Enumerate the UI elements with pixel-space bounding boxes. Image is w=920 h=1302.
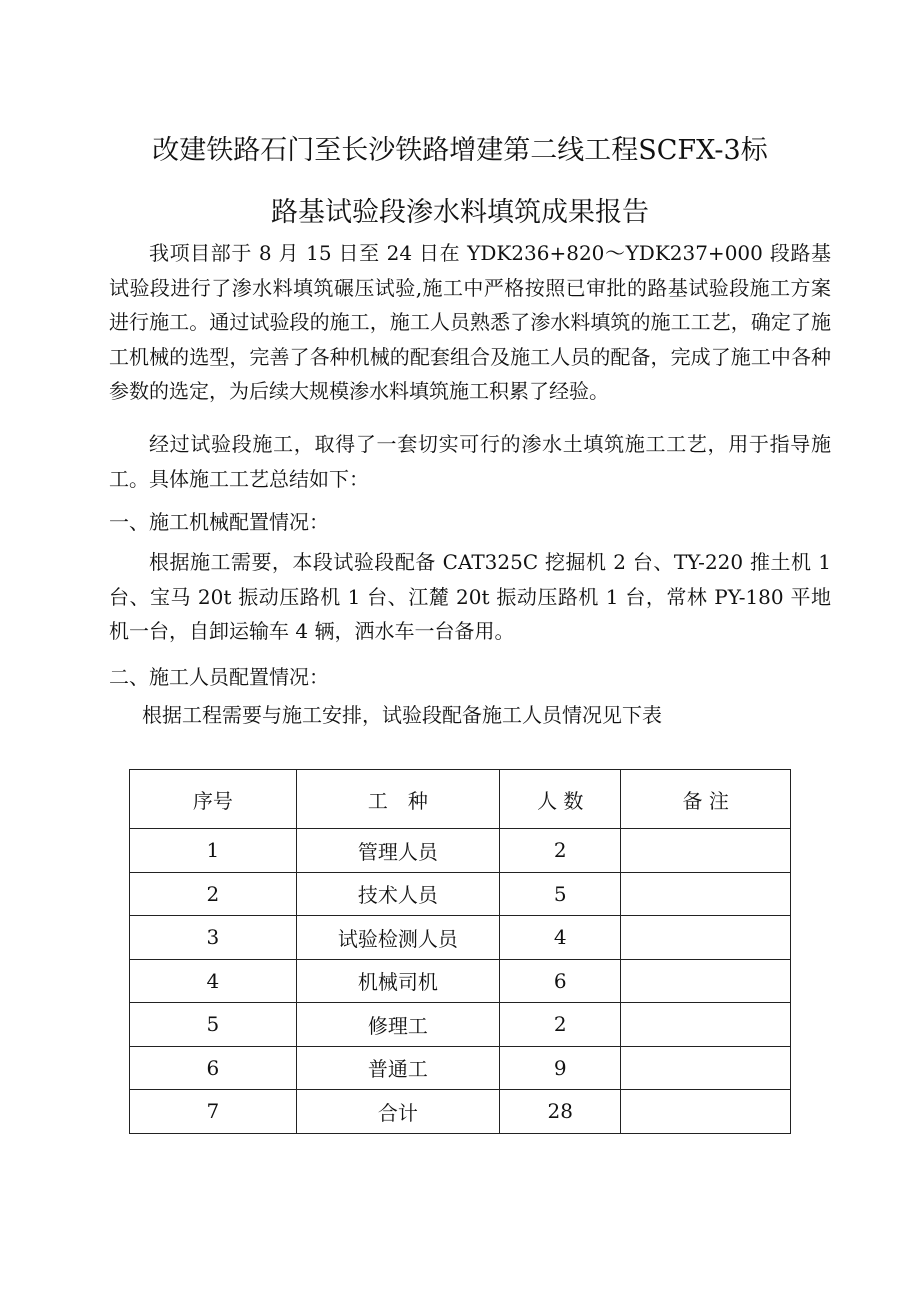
cell-no: 6 <box>130 1046 297 1090</box>
cell-type: 合计 <box>296 1090 500 1134</box>
cell-type: 试验检测人员 <box>296 916 500 960</box>
cell-count: 2 <box>500 1003 621 1047</box>
table-row-total <box>130 1090 791 1134</box>
cell-count: 28 <box>500 1090 621 1134</box>
header-cell-note: 备 注 <box>621 770 791 829</box>
cell-note <box>621 1046 791 1090</box>
cell-no: 2 <box>130 872 297 916</box>
header-cell-count: 人 数 <box>500 770 621 829</box>
cell-note <box>621 872 791 916</box>
cell-no: 3 <box>130 916 297 960</box>
table-row <box>130 872 791 916</box>
cell-count: 4 <box>500 916 621 960</box>
cell-count: 9 <box>500 1046 621 1090</box>
cell-count: 5 <box>500 872 621 916</box>
cell-no: 1 <box>130 829 297 873</box>
summary-paragraph: 经过试验段施工，取得了一套切实可行的渗水土填筑施工工艺，用于指导施工。具体施工工艺总结如下： <box>109 432 831 491</box>
section-machinery-body: 根据施工需要，本段试验段配备 CAT325C 挖掘机 2 台、TY-220 推土机 1 台、宝马 20t 振动压路机 1 台、江麓 20t 振动压路机 1 台，常林 PY-180 平地机一台，自卸运输车 4 辆，洒水车一台备用。 <box>109 550 831 643</box>
report-title-line2: 路基试验段渗水料填筑成果报告 <box>271 197 649 228</box>
cell-type: 管理人员 <box>296 829 500 873</box>
cell-note <box>621 916 791 960</box>
staff-table <box>129 769 791 1134</box>
cell-type: 普通工 <box>296 1046 500 1090</box>
table-row <box>130 959 791 1003</box>
cell-note <box>621 829 791 873</box>
staff-table-header-row <box>130 770 791 829</box>
section-staff-heading: 二、施工人员配置情况： <box>109 665 329 689</box>
cell-count: 2 <box>500 829 621 873</box>
cell-type: 修理工 <box>296 1003 500 1047</box>
section-machinery-heading: 一、施工机械配置情况： <box>109 510 329 534</box>
cell-note <box>621 1003 791 1047</box>
cell-type: 技术人员 <box>296 872 500 916</box>
table-row <box>130 916 791 960</box>
cell-note <box>621 959 791 1003</box>
cell-count: 6 <box>500 959 621 1003</box>
cell-no: 5 <box>130 1003 297 1047</box>
section-staff-body: 根据工程需要与施工安排，试验段配备施工人员情况见下表 <box>142 703 662 727</box>
cell-no: 7 <box>130 1090 297 1134</box>
intro-paragraph: 我项目部于 8 月 15 日至 24 日在 YDK236+820～YDK237+000 段路基试验段进行了渗水料填筑碾压试验,施工中严格按照已审批的路基试验段施工方案进行施工。通过试验段的施工，施工人员熟悉了渗水料填筑的施工工艺，确定了施工机械的选型，完善了各种机械的配套组合及施工人员的配备，完成了施工中各种参数的选定，为后续大规模渗水料填筑施工积累了经验。 <box>109 241 831 403</box>
table-row <box>130 1046 791 1090</box>
cell-no: 4 <box>130 959 297 1003</box>
header-cell-type: 工 种 <box>296 770 500 829</box>
report-title-line1: 改建铁路石门至长沙铁路增建第二线工程SCFX-3标 <box>152 135 768 166</box>
cell-note <box>621 1090 791 1134</box>
header-cell-no: 序号 <box>130 770 297 829</box>
table-row <box>130 829 791 873</box>
table-row <box>130 1003 791 1047</box>
cell-type: 机械司机 <box>296 959 500 1003</box>
